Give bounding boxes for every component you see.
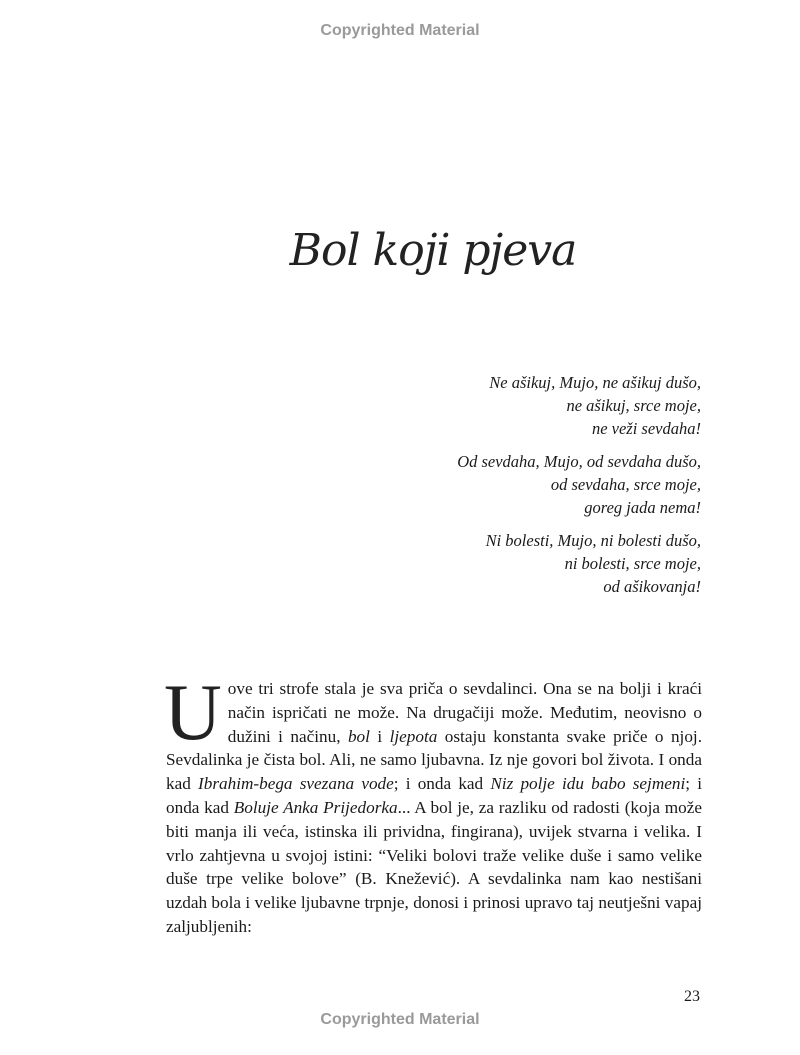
epigraph-line: Od sevdaha, Mujo, od sevdaha dušo, bbox=[457, 452, 701, 471]
italic-phrase: Ibrahim-bega svezana vode bbox=[198, 774, 394, 794]
italic-phrase: bol bbox=[347, 726, 370, 746]
chapter-title: Bol koji pjeva bbox=[289, 225, 577, 276]
italic-phrase: Boluje Anka Prijedorka bbox=[233, 797, 398, 817]
epigraph-line: ni bolesti, srce moje, bbox=[564, 554, 701, 573]
drop-cap: U bbox=[164, 669, 222, 757]
epigraph-line: ne veži sevdaha! bbox=[591, 419, 701, 438]
copyright-watermark-top: Copyrighted Material bbox=[320, 22, 480, 39]
epigraph-line: Ne ašikuj, Mujo, ne ašikuj dušo, bbox=[489, 373, 701, 392]
epigraph-stanza bbox=[341, 450, 701, 519]
body-text-segment: i bbox=[369, 726, 390, 746]
epigraph-line: od ašikovanja! bbox=[603, 577, 701, 596]
body-paragraph bbox=[164, 669, 702, 939]
copyright-watermark-bottom: Copyrighted Material bbox=[320, 1011, 480, 1028]
epigraph-line: ne ašikuj, srce moje, bbox=[566, 396, 701, 415]
body-text-segment: ... A bol je, za razliku od radosti (koja može biti manja ili veća, istinska ili prividna, fingirana), uvijek stvarna i velika. I vrlo zahtjevna u svojoj istini: “Veliki bolovi traže velike duše i samo velike duše trpe velike bolove” (B. Knežević). A sevdalinka nam kao nestišani uzdah bola i velike ljubavne trpnje, donosi i prinosi upravo taj neutješni vapaj zaljubljenih: bbox=[166, 797, 702, 936]
body-text bbox=[164, 669, 702, 939]
body-text-segment: ; i onda kad bbox=[393, 774, 491, 794]
body-text-segment: ostaju konstanta svake priče o njoj. Sevdalinka je čista bol. Ali, ne samo ljubavna. Iz nje govori bol života. I onda kad bbox=[166, 726, 702, 794]
body-text-segment: ; i onda kad bbox=[166, 774, 702, 817]
epigraph-stanza bbox=[341, 529, 701, 598]
italic-phrase: ljepota bbox=[389, 726, 438, 746]
epigraph-line: Ni bolesti, Mujo, ni bolesti dušo, bbox=[485, 531, 701, 550]
epigraph-line: od sevdaha, srce moje, bbox=[550, 475, 701, 494]
epigraph-line: goreg jada nema! bbox=[584, 498, 701, 517]
epigraph bbox=[341, 371, 701, 608]
italic-phrase: Niz polje idu babo sejmeni bbox=[490, 774, 686, 794]
body-text-segment: ove tri strofe stala je sva priča o sevdalinci. Ona se na bolji i kraći način ispričati ne može. Na drugačiji može. Međutim, neovisno o dužini i načinu, bbox=[227, 679, 702, 746]
page-number: 23 bbox=[684, 988, 700, 1005]
epigraph-stanza bbox=[341, 371, 701, 440]
